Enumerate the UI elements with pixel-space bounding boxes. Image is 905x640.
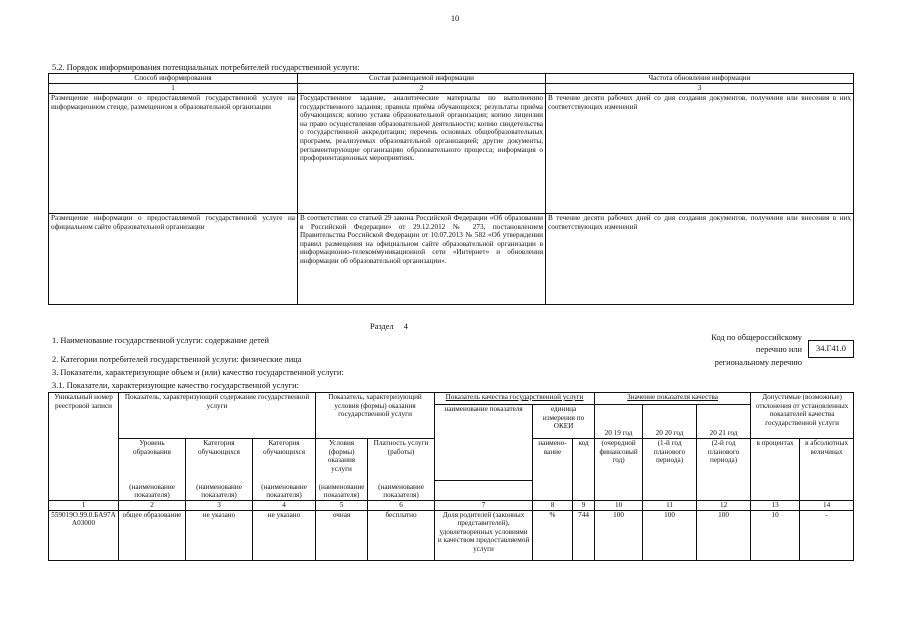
cell-form: очная xyxy=(316,510,368,560)
okpd-code: 34.Г41.0 xyxy=(808,340,854,358)
okpd-label-line1: Код по общероссийскому xyxy=(711,333,802,342)
col-number: 11 xyxy=(643,501,697,511)
header-year-2020 xyxy=(643,405,697,439)
informing-table xyxy=(48,73,854,305)
cell-level: общее образование xyxy=(119,510,186,560)
header-values: Значение показателя качества xyxy=(595,393,751,405)
col-number: 9 xyxy=(573,501,595,511)
col-number: 12 xyxy=(697,501,751,511)
row-frequency: В течение десяти рабочих дней со дня создания документов, получения или внесения в них соответствующих изменений xyxy=(546,214,854,305)
col-number: 1 xyxy=(49,501,119,511)
header-method: Способ информирования xyxy=(49,74,298,84)
section-label: Раздел xyxy=(370,322,394,331)
name-indicator-3: (наименование показателя) xyxy=(186,481,253,501)
header-unit-name: наимено-вание xyxy=(533,439,573,501)
service-name: 1. Наименование государственной услуги: содержание детей xyxy=(52,336,269,345)
col-number: 4 xyxy=(253,501,316,511)
year-2021-label: 20 21 год xyxy=(709,429,738,438)
quality-heading: 3.1. Показатели, характеризующие качество государственной услуги: xyxy=(52,381,299,390)
row-frequency: В течение десяти рабочих дней со дня создания документов, получения или внесения в них соответствующих изменений xyxy=(546,94,854,214)
cell-payment: бесплатно xyxy=(368,510,435,560)
name-indicator-4: (наименование показателя) xyxy=(253,481,316,501)
cell-value-2019: 100 xyxy=(595,510,643,560)
col-number: 3 xyxy=(546,84,854,94)
col-number: 10 xyxy=(595,501,643,511)
cell-value-2021: 100 xyxy=(697,510,751,560)
page-number: 10 xyxy=(450,14,460,23)
row-method: Размещение информации о предоставляемой государственной услуге на официальном сайте образовательной организации xyxy=(49,214,298,305)
col-number: 2 xyxy=(298,84,546,94)
header-conditions: Показатель, характеризующий условия (формы) оказания государственной услуги xyxy=(316,393,435,439)
header-percent: в процентах xyxy=(751,439,800,501)
cell-category-2: не указано xyxy=(253,510,316,560)
cell-unit-name: % xyxy=(533,510,573,560)
sub-level: Уровень образования xyxy=(119,439,186,481)
col-number: 14 xyxy=(800,501,854,511)
year-2019-label: 20 19 год xyxy=(604,429,633,438)
col-number: 1 xyxy=(49,84,298,94)
col-number: 3 xyxy=(186,501,253,511)
header-year-2019-sub: (очередной финансовый год) xyxy=(595,439,643,501)
header-year-2021-sub: (2-й год планового периода) xyxy=(697,439,751,501)
row-content: В соответствии со статьей 29 закона Российской Федерации «Об образовании в Российской Федерации» от 29.12.2012 № 273, постановлением Правительства Российской Федерации от 10.07.2013 № 582 «Об утверждении правил размещения на официальном сайте образовательной организации в информационно-телекоммуникационной сети «Интернет» и обновления информации об образовательной организации». xyxy=(298,214,546,305)
cell-value-2020: 100 xyxy=(643,510,697,560)
col-number: 7 xyxy=(435,501,533,511)
header-frequency: Частота обновления информации xyxy=(546,74,854,84)
header-unit: единица измерения по ОКЕИ xyxy=(533,405,595,439)
quality-name-blank xyxy=(435,481,533,501)
col-number: 13 xyxy=(751,501,800,511)
row-content: Государственное задание, аналитические материалы по выполнению государственного задания; правила приёма обучающихся; результаты приёма обучающихся; копию устава образовательной организации; копию лицензии на право осуществления образовательной деятельности; копию свидетельства о государственной аккредитации; перечень основных общеобразовательных программ, реализуемых образовательной организацией; другие документы, регламентирующие организацию образовательного процесса; информация о профориентационных мероприятиях. xyxy=(298,94,546,214)
header-content: Состав размещаемой информации xyxy=(298,74,546,84)
cell-unit-code: 744 xyxy=(573,510,595,560)
cell-absolute: - xyxy=(800,510,854,560)
header-quality-name: наименование показателя xyxy=(435,405,533,481)
header-absolute: в абсолютных величинах xyxy=(800,439,854,501)
name-indicator-2: (наименование показателя) xyxy=(119,481,186,501)
sub-category-2: Категория обучающихся xyxy=(253,439,316,481)
col-number: 5 xyxy=(316,501,368,511)
cell-registry: 559019О.99.0.БА97АА03000 xyxy=(49,510,119,560)
sub-category-1: Категория обучающихся xyxy=(186,439,253,481)
indicators-heading: 3. Показатели, характеризующие объем и (или) качество государственной услуги: xyxy=(52,368,344,377)
cell-category-1: не указано xyxy=(186,510,253,560)
header-registry: Уникальный номер реестровой записи xyxy=(49,393,119,501)
col-number: 6 xyxy=(368,501,435,511)
row-method: Размещение информации о предоставляемой государственной услуге на информационном стенде, размещенном в образовательной организации xyxy=(49,94,298,214)
quality-table xyxy=(48,392,854,561)
name-indicator-6: (наименование показателя) xyxy=(368,481,435,501)
col-number: 8 xyxy=(533,501,573,511)
header-unit-code: код xyxy=(573,439,595,501)
okpd-label xyxy=(660,333,802,368)
okpd-label-line2: перечню или xyxy=(755,345,802,354)
section-number: 4 xyxy=(403,322,408,331)
header-year-2020-sub: (1-й год планового периода) xyxy=(643,439,697,501)
table-row xyxy=(49,510,854,560)
name-indicator-5: (наименование показателя) xyxy=(316,481,368,501)
header-deviation: Допустимые (возможные) отклонения от установленных показателей качества государственной услуги xyxy=(751,393,854,439)
cell-percent: 10 xyxy=(751,510,800,560)
section-5-2-title: 5.2. Порядок информирования потенциальных потребителей государственной услуги: xyxy=(52,63,360,72)
section-heading xyxy=(370,322,408,332)
consumers-category: 2. Категории потребителей государственной услуги: физические лица xyxy=(52,355,302,364)
header-quality: Показатель качества государственной услуги xyxy=(435,393,595,405)
year-2020-label: 20 20 год xyxy=(655,429,684,438)
header-year-2019 xyxy=(595,405,643,439)
cell-indicator: Доля родителей (законных представителей), удовлетворенных условиями и качеством предоставляемой услуги xyxy=(435,510,533,560)
column-numbers-row xyxy=(49,501,854,511)
col-number: 2 xyxy=(119,501,186,511)
okpd-label-line3: региональному перечню xyxy=(714,358,802,367)
header-content: Показатель, характеризующий содержание государственной услуги xyxy=(119,393,316,439)
sub-payment: Платность услуги (работы) xyxy=(368,439,435,481)
header-year-2021 xyxy=(697,405,751,439)
sub-conditions: Условия (формы) оказания услуги xyxy=(316,439,368,481)
